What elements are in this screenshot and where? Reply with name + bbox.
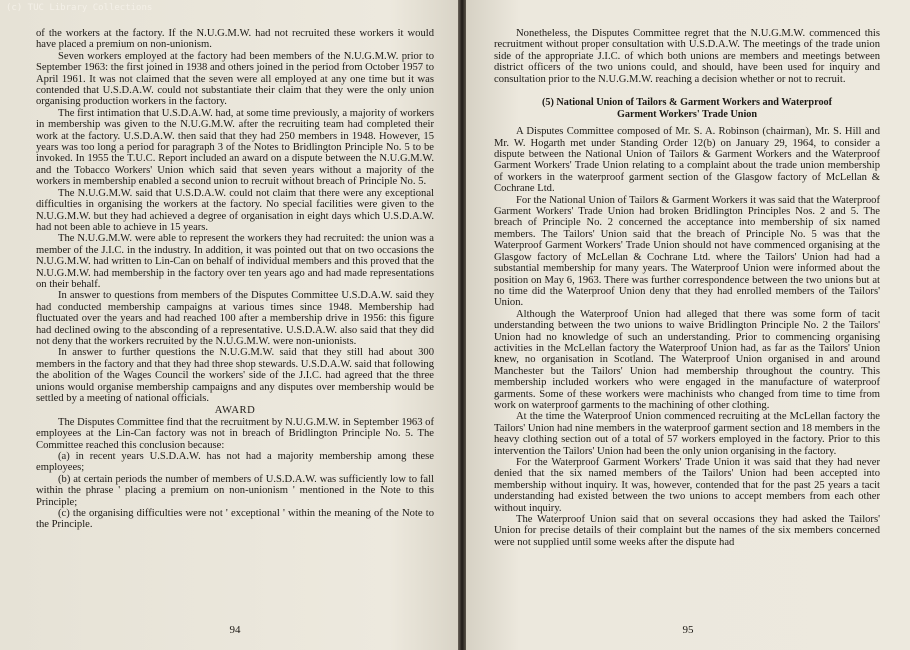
paragraph: At the time the Waterproof Union commenced recruiting at the McLellan factory the Tailors' Union had nine members in the waterproof garment section and 18 members in the heavy clothing section out of a total of 57 workers employed in the factory. Prior to this intervention the Tailors' Union had been the only union organising in the factory. <box>494 411 880 457</box>
award-clause-c: (c) the organising difficulties were not ' exceptional ' within the meaning of the Note to the Principle. <box>36 508 434 531</box>
paragraph: of the workers at the factory. If the N.U.G.M.W. had not recruited these workers it would have placed a premium on non-unionism. <box>36 28 434 51</box>
paragraph: The N.U.G.M.W. said that U.S.D.A.W. could not claim that there were any exceptional difficulties in organising the workers at the factory. No special facilities were given to the N.U.G.M.W. but they had achieved a degree of organisation in eight days which U.S.D.A.W. had not been able to achieve in 15 years. <box>36 187 434 233</box>
paragraph: The Waterproof Union said that on several occasions they had asked the Tailors' Union for precise details of their complaint but the names of the six members concerned were not supplied until some weeks after the dispute had <box>494 514 880 548</box>
paragraph: For the National Union of Tailors & Garment Workers it was said that the Waterproof Garment Workers' Trade Union had broken Bridlington Principles Nos. 2 and 5. The breach of Principle No. 2 concerned the acceptance into membership of six named members. The Tailors' Union said that the breach of Principle No. 5 was that the Waterproof Garment Workers' Trade Union should not have commenced organising at the Glasgow factory of McLellan & Cochrane Ltd. where the Tailors' Union had had a substantial membership for many years. The Waterproof Union were informed about the position on May 6, 1963. There was further correspondence between the two unions but at no time did the Waterproof Union deny that they had enrolled members of the Tailors' Union. <box>494 194 880 309</box>
paragraph: The N.U.G.M.W. were able to represent the workers they had recruited: the union was a member of the J.I.C. in the industry. In addition, it was pointed out that on two occasions the N.U.G.M.W. had written to Lin-Can on behalf of individual members and this proved that the N.U.G.M.W. had membership in the factory over ten years ago and had made representations on their behalf. <box>36 233 434 290</box>
section-heading-line: (5) National Union of Tailors & Garment Workers and Waterproof <box>541 97 833 109</box>
page-number-right: 95 <box>682 624 694 636</box>
award-clause-a: (a) in recent years U.S.D.A.W. has not had a majority membership among these employees; <box>36 451 434 474</box>
paragraph: In answer to questions from members of the Disputes Committee U.S.D.A.W. said they had conducted membership campaigns at various times since 1948. Membership had fluctuated over the years and had reached 100 after a membership drive in 1956: this figure had declined owing to the absconding of a representative. U.S.D.A.W. also said that they did not deny that the workers recruited by the N.U.G.M.W. were non-unionists. <box>36 290 434 347</box>
award-paragraph: The Disputes Committee find that the recruitment by N.U.G.M.W. in September 1963 of employees at the Lin-Can factory was not in breach of Bridlington Principle No. 5. The Committee reached this conclusion because: <box>36 416 434 451</box>
section-heading-line: Garment Workers' Trade Union <box>616 108 758 120</box>
paragraph: In answer to further questions the N.U.G.M.W. said that they still had about 300 members in the factory and that they had three shop stewards. U.S.D.A.W. said that following the abolition of the Wages Council the workers' side of the J.I.C. had agreed that the three unions would organise membership campaigns and any disputes over membership would be settled by a meeting of national officials. <box>36 347 434 404</box>
section-heading <box>494 97 880 120</box>
paragraph: For the Waterproof Garment Workers' Trade Union it was said that they had never denied that the six named members of the Tailors' Union had been accepted into membership without inquiry. It was, however, contended that for the past 25 years a tacit understanding had existed between the two unions to accept members from each other without inquiry. <box>494 457 880 514</box>
paragraph: Seven workers employed at the factory had been members of the N.U.G.M.W. prior to September 1963: the first joined in 1938 and others joined in the period from October 1957 to April 1961. It was not claimed that the seven were all employed at any one time but it was contended that U.S.D.A.W. could not substantiate their claim that they were the only union organising production workers in the factory. <box>36 50 434 108</box>
paragraph: Nonetheless, the Disputes Committee regret that the N.U.G.M.W. commenced this recruitment without proper consultation with U.S.D.A.W. The meetings of the trade union side of the appropriate J.I.C. of which both unions are members and meetings between district officers of the two unions could, and should, have been used for inquiry and consultation prior to the N.U.G.M.W. reaching a decision whether or not to recruit. <box>494 28 880 85</box>
left-page-text <box>36 28 434 531</box>
award-clause-b: (b) at certain periods the number of members of U.S.D.A.W. was sufficiently low to fall within the phrase ' placing a premium on non-unionism ' mentioned in the Note to this Principle; <box>36 473 434 508</box>
right-page <box>466 0 910 650</box>
book-gutter <box>458 0 466 650</box>
right-page-text <box>494 28 880 548</box>
award-heading: AWARD <box>214 405 256 417</box>
page-number-left: 94 <box>229 624 241 636</box>
watermark: (c) TUC Library Collections <box>6 3 153 13</box>
paragraph: The first intimation that U.S.D.A.W. had, at some time previously, a majority of workers in membership was given to the N.U.G.M.W. after the recruiting team had completed their work at the factory. U.S.D.A.W. then said that they had 250 members in 1948. However, 15 years was too long a period for paragraph 3 of the Notes to Bridlington Principle No. 5 to be invoked. In 1955 the T.U.C. Report included an award on a dispute between the N.U.G.M.W. and the Tobacco Workers' Union which said that seven years without a majority of the workers in membership enabled a second union to recruit without breach of Principle No. 5. <box>36 107 434 188</box>
paragraph: A Disputes Committee composed of Mr. S. A. Robinson (chairman), Mr. S. Hill and Mr. W. Hogarth met under Standing Order 12(b) on January 29, 1964, to consider a dispute between the National Union of Tailors & Garment Workers and the Waterproof Garment Workers' Trade Union relating to a complaint about the trade union membership of workers in the waterproof garment section of the Glasgow factory of McLellan & Cochrane Ltd. <box>494 126 880 195</box>
paragraph: Although the Waterproof Union had alleged that there was some form of tacit understanding between the two unions to waive Bridlington Principle No. 2 the Tailors' Union had no knowledge of such an understanding. Prior to commencing organising activities in the McLellan factory the Waterproof Union had, as far as the Tailors' Union knew, no organisation in Scotland. The Waterproof Union organised in and around Manchester but the Tailors' Union had membership throughout the country. This membership included workers who were engaged in the manufacture of waterproof garments. Some of these workers were machinists who changed from time to time from work on waterproof garments to the machining of other clothing. <box>494 308 880 411</box>
